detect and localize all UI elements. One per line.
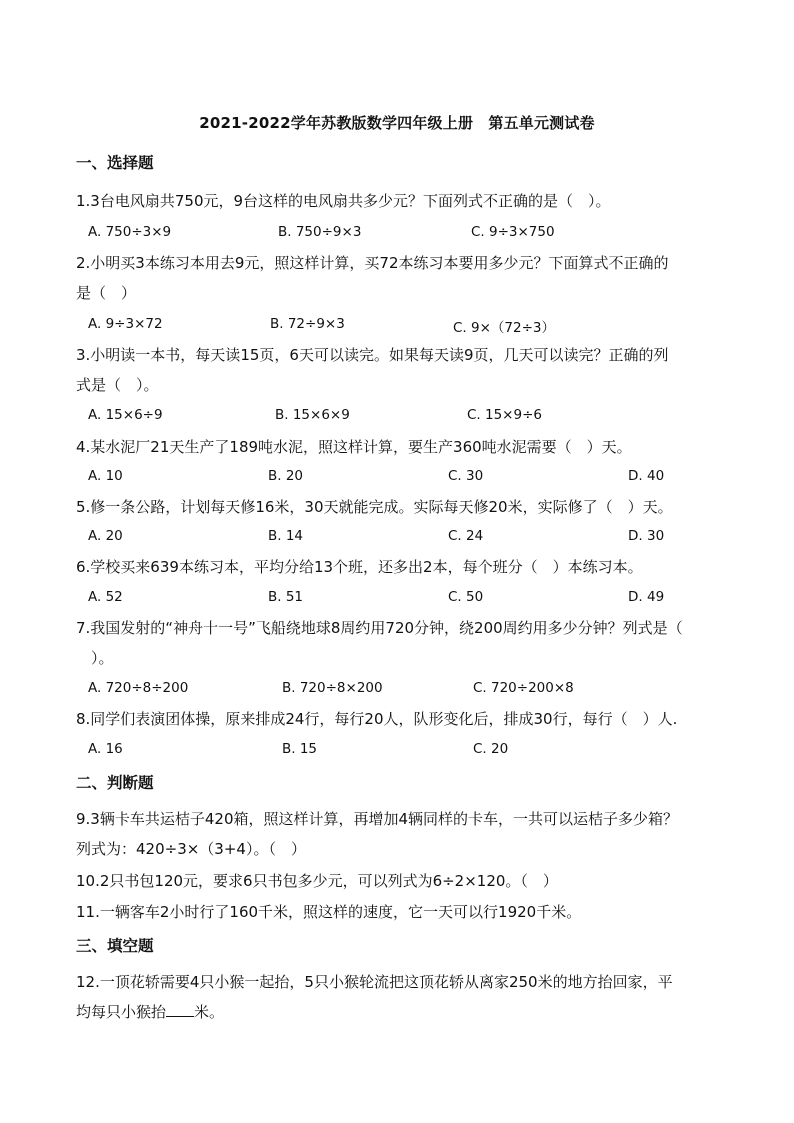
option-a: A. 16 (88, 741, 123, 757)
option-b: B. 14 (268, 528, 304, 544)
question-7-line-1: 7.我国发射的“神舟十一号”飞船绕地球8周约用720分钟，绕200周约用多少分钟？列式是（ (76, 619, 683, 637)
question-3-options (88, 407, 728, 427)
section-heading-fill-in: 三、填空题 (76, 937, 154, 955)
question-5: 5.修一条公路，计划每天修16米，30天就能完成。实际每天修20米，实际修了（ ）天。 (76, 498, 673, 516)
question-2 (76, 248, 724, 308)
question-9-line-2: 列式为：420÷3×（3+4）。（ ） (76, 840, 306, 858)
option-a: A. 20 (88, 528, 123, 544)
question-2-line-1: 2.小明买3本练习本用去9元，照这样计算，买72本练习本要用多少元？下面算式不正确的 (76, 254, 669, 272)
option-b: B. 750÷9×3 (278, 224, 362, 240)
question-12-text-before-blank: 均每只小猴抬 (76, 1003, 167, 1021)
question-12 (76, 967, 724, 1027)
option-b: B. 720÷8×200 (282, 680, 383, 696)
question-9 (76, 804, 724, 864)
question-7-options (88, 680, 728, 700)
question-6: 6.学校买来639本练习本，平均分给13个班，还多出2本，每个班分（ ）本练习本。 (76, 558, 643, 576)
question-5-options (88, 528, 728, 548)
question-9-line-1: 9.3辆卡车共运桔子420箱，照这样计算，再增加4辆同样的卡车，一共可以运桔子多少箱？ (76, 810, 679, 828)
option-a: A. 750÷3×9 (88, 224, 172, 240)
option-b: B. 51 (268, 589, 304, 605)
option-a: A. 720÷8÷200 (88, 680, 189, 696)
option-a: A. 15×6÷9 (88, 407, 163, 423)
option-d: D. 40 (628, 468, 665, 484)
answer-blank[interactable] (166, 1002, 194, 1017)
option-d: D. 30 (628, 528, 665, 544)
option-c: C. 50 (448, 589, 484, 605)
question-8-options (88, 741, 728, 761)
option-b: B. 72÷9×3 (270, 316, 345, 332)
question-3-line-2: 式是（ ）。 (76, 376, 159, 394)
question-3-line-1: 3.小明读一本书，每天读15页，6天可以读完。如果每天读9页，几天可以读完？正确的列 (76, 346, 669, 364)
question-12-line-2 (76, 997, 724, 1027)
page-title: 2021-2022学年苏教版数学四年级上册 第五单元测试卷 (199, 114, 595, 132)
question-4: 4.某水泥厂21天生产了189吨水泥，照这样计算，要生产360吨水泥需要（ ）天。 (76, 438, 632, 456)
option-c: C. 720÷200×8 (473, 680, 574, 696)
question-2-options (88, 316, 728, 336)
option-a: A. 9÷3×72 (88, 316, 163, 332)
question-7 (76, 613, 724, 673)
option-c: C. 30 (448, 468, 484, 484)
option-c: C. 9×（72÷3） (453, 320, 555, 336)
question-8: 8.同学们表演团体操，原来排成24行，每行20人，队形变化后，排成30行，每行（ ）人. (76, 710, 678, 728)
question-11: 11.一辆客车2小时行了160千米，照这样的速度，它一天可以行1920千米。 (76, 903, 582, 921)
question-4-options (88, 468, 728, 488)
question-1-options (88, 224, 728, 244)
option-c: C. 24 (448, 528, 484, 544)
option-a: A. 52 (88, 589, 123, 605)
option-b: B. 20 (268, 468, 304, 484)
option-c: C. 15×9÷6 (467, 407, 542, 423)
option-b: B. 15×6×9 (275, 407, 350, 423)
option-d: D. 49 (628, 589, 665, 605)
question-12-text-after-blank: 米。 (194, 1003, 225, 1021)
question-10: 10.2只书包120元，要求6只书包多少元，可以列式为6÷2×120。（ ） (76, 872, 558, 890)
option-c: C. 9÷3×750 (471, 224, 555, 240)
question-12-line-1: 12.一顶花轿需要4只小猴一起抬，5只小猴轮流把这顶花轿从离家250米的地方抬回家，平 (76, 973, 673, 991)
option-c: C. 20 (473, 741, 509, 757)
question-3 (76, 340, 724, 400)
section-heading-choice: 一、选择题 (76, 154, 154, 172)
question-7-line-2: ）。 (76, 649, 114, 667)
option-a: A. 10 (88, 468, 123, 484)
question-2-line-2: 是（ ） (76, 284, 137, 302)
question-6-options (88, 589, 728, 609)
option-b: B. 15 (282, 741, 318, 757)
question-1: 1.3台电风扇共750元，9台这样的电风扇共多少元？下面列式不正确的是（ ）。 (76, 192, 611, 210)
section-heading-judgement: 二、判断题 (76, 774, 154, 792)
